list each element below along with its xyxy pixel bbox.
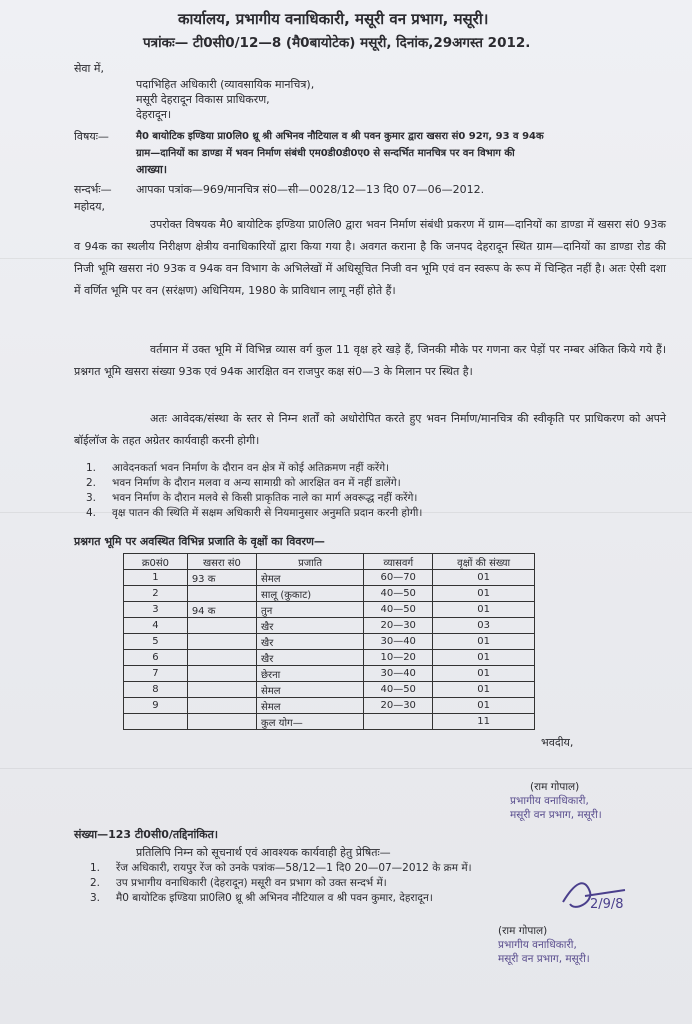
copy-intro: प्रतिलिपि निम्न को सूचनार्थ एवं आवश्यक कार्यवाही हेतु प्रेषितः— [136, 846, 391, 859]
office-stamp-1 [510, 794, 602, 822]
stamp-office: मसूरी वन प्रभाग, मसूरी। [510, 809, 602, 821]
copy-item: 2. उप प्रभागीय वनाधिकारी (देहरादून) मसूरी वन प्रभाग को उक्त सन्दर्भ में। [90, 877, 387, 889]
office-header: कार्यालय, प्रभागीय वनाधिकारी, मसूरी वन प्रभाग, मसूरी। [178, 10, 489, 28]
conditions-list [86, 461, 422, 521]
table-row: 4 खैर 20—30 03 [124, 618, 535, 634]
table-row: 2 सालू (कुकाट) 40—50 01 [124, 586, 535, 602]
greeting: महोदय, [74, 200, 105, 213]
tree-details-table [123, 553, 535, 730]
subject-line: आख्या। [136, 163, 168, 176]
subject-line: मै0 बायोटिक इण्डिया प्रा0लि0 थ्रू श्री अभिनव नौटियाल व श्री पवन कुमार द्वारा खसरा सं0 92ग, 93 व 94क [136, 131, 544, 142]
paper-fold [0, 768, 692, 769]
column-header: वृक्षों की संख्या [433, 554, 535, 570]
column-header: क्र0सं0 [124, 554, 188, 570]
signatory-name: (राम गोपाल) [530, 781, 580, 793]
subject-line: ग्राम—दानियों का डाण्डा में भवन निर्माण संबंधी एम0डी0डी0ए0 से सन्दर्भित मानचित्र पर वन विभाग की [136, 148, 515, 159]
table-header-row [124, 554, 535, 570]
condition-item: 1. आवेदनकर्ता भवन निर्माण के दौरान वन क्षेत्र में कोई अतिक्रमण नहीं करेंगे। [86, 462, 390, 474]
table-row: 6 खैर 10—20 01 [124, 650, 535, 666]
table-row: 8 सेमल 40—50 01 [124, 682, 535, 698]
paragraph-1: उपरोक्त विषयक मै0 बायोटिक इण्डिया प्रा0लि0 द्वारा भवन निर्माण संबंधी प्रकरण में ग्राम—दानियों का डाण्डा में खसरा सं0 93क व 94क का स्थलीय निरीक्षण क्षेत्रीय वनाधिकारियों द्वारा किया गया है। अवगत कराना है कि जनपद देहरादून स्थित ग्राम—दानियों का डाण्डा रोड की निजी भूमि खसरा नं0 93क व 94क वन विभाग के अभिलेखों में अधिसूचित निजी वन भूमि एवं वन स्वरूप के रूप में चिन्हित नहीं है। अतः ऐसी दशा में वर्णित भूमि पर वन (सरंक्षण) अधिनियम, 1980 के प्राविधान लागू नहीं होते हैं। [74, 218, 666, 297]
column-header: व्यासवर्ग [364, 554, 433, 570]
signatory-name: (राम गोपाल) [498, 925, 548, 937]
reference-text: आपका पत्रांक—969/मानचित्र सं0—सी—0028/12—13 दि0 07—06—2012. [136, 183, 485, 196]
address-line: पदाभिहित अधिकारी (व्यावसायिक मानचित्र), [136, 78, 315, 91]
subject-label: विषयः— [74, 130, 109, 143]
letter-reference: पत्रांकः— टी0सी0/12—8 (मै0बायोटेक) मसूरी, दिनांक,29अगस्त 2012. [143, 35, 531, 51]
address-line: देहरादून। [136, 108, 172, 121]
condition-item: 2. भवन निर्माण के दौरान मलवा व अन्य सामाग्री को आरक्षित वन में नहीं डालेंगे। [86, 477, 401, 489]
table-row: 9 सेमल 20—30 01 [124, 698, 535, 714]
table-row: 7 छेरना 30—40 01 [124, 666, 535, 682]
reference-label: सन्दर्भः— [74, 183, 112, 196]
table-row: 5 खैर 30—40 01 [124, 634, 535, 650]
stamp-designation: प्रभागीय वनाधिकारी, [510, 795, 589, 807]
handwritten-date: 2/9/8 [590, 897, 624, 912]
table-caption: प्रश्नगत भूमि पर अवस्थित विभिन्न प्रजाति के वृक्षों का विवरण— [74, 535, 325, 548]
office-stamp-2 [498, 938, 590, 966]
column-header: प्रजाति [257, 554, 364, 570]
copy-item: 1. रेंज अधिकारी, रायपुर रेंज को उनके पत्रांक—58/12—1 दि0 20—07—2012 के क्रम में। [90, 862, 472, 874]
table-total-row: कुल योग— 11 [124, 714, 535, 730]
stamp-designation: प्रभागीय वनाधिकारी, [498, 939, 577, 951]
copy-number: संख्या—123 टी0सी0/तद्दिनांकित। [74, 828, 219, 841]
salutation: सेवा में, [74, 62, 104, 75]
signature-block-2 [498, 924, 547, 938]
table-row: 3 94 क तुन 40—50 01 [124, 602, 535, 618]
paragraph-2: वर्तमान में उक्त भूमि में विभिन्न व्यास वर्ग कुल 11 वृक्ष हरे खड़े हैं, जिनकी मौके पर गणना कर पेड़ों पर नम्बर अंकित किये गये हैं। प्रश्नगत भूमि खसरा संख्या 93क एवं 94क आरक्षित वन राजपुर कक्ष सं0—3 के मिलान पर स्थित है। [74, 343, 666, 378]
table-row: 1 93 क सेमल 60—70 01 [124, 570, 535, 586]
copy-item: 3. मै0 बायोटिक इण्डिया प्रा0लि0 थ्रू श्री अभिनव नौटियाल व श्री पवन कुमार, देहरादून। [90, 892, 433, 904]
condition-item: 4. वृक्ष पातन की स्थिति में सक्षम अधिकारी से नियमानुसार अनुमति प्रदान करनी होगी। [86, 507, 423, 519]
paragraph-3: अतः आवेदक/संस्था के स्तर से निम्न शर्तों को अधोरोपित करते हुए भवन निर्माण/मानचित्र की स्वीकृति पर प्राधिकरण को अपने बॉईलॉज के तहत अग्रेतर कार्यवाही करनी होगी। [74, 412, 666, 447]
closing: भवदीय, [541, 736, 574, 749]
signature-block-1 [530, 780, 579, 794]
address-line: मसूरी देहरादून विकास प्राधिकरण, [136, 93, 270, 106]
stamp-office: मसूरी वन प्रभाग, मसूरी। [498, 953, 590, 965]
column-header: खसरा सं0 [187, 554, 256, 570]
copy-list [90, 861, 472, 906]
condition-item: 3. भवन निर्माण के दौरान मलवे से किसी प्राकृतिक नाले का मार्ग अवरूद्ध नहीं करेंगे। [86, 492, 418, 504]
